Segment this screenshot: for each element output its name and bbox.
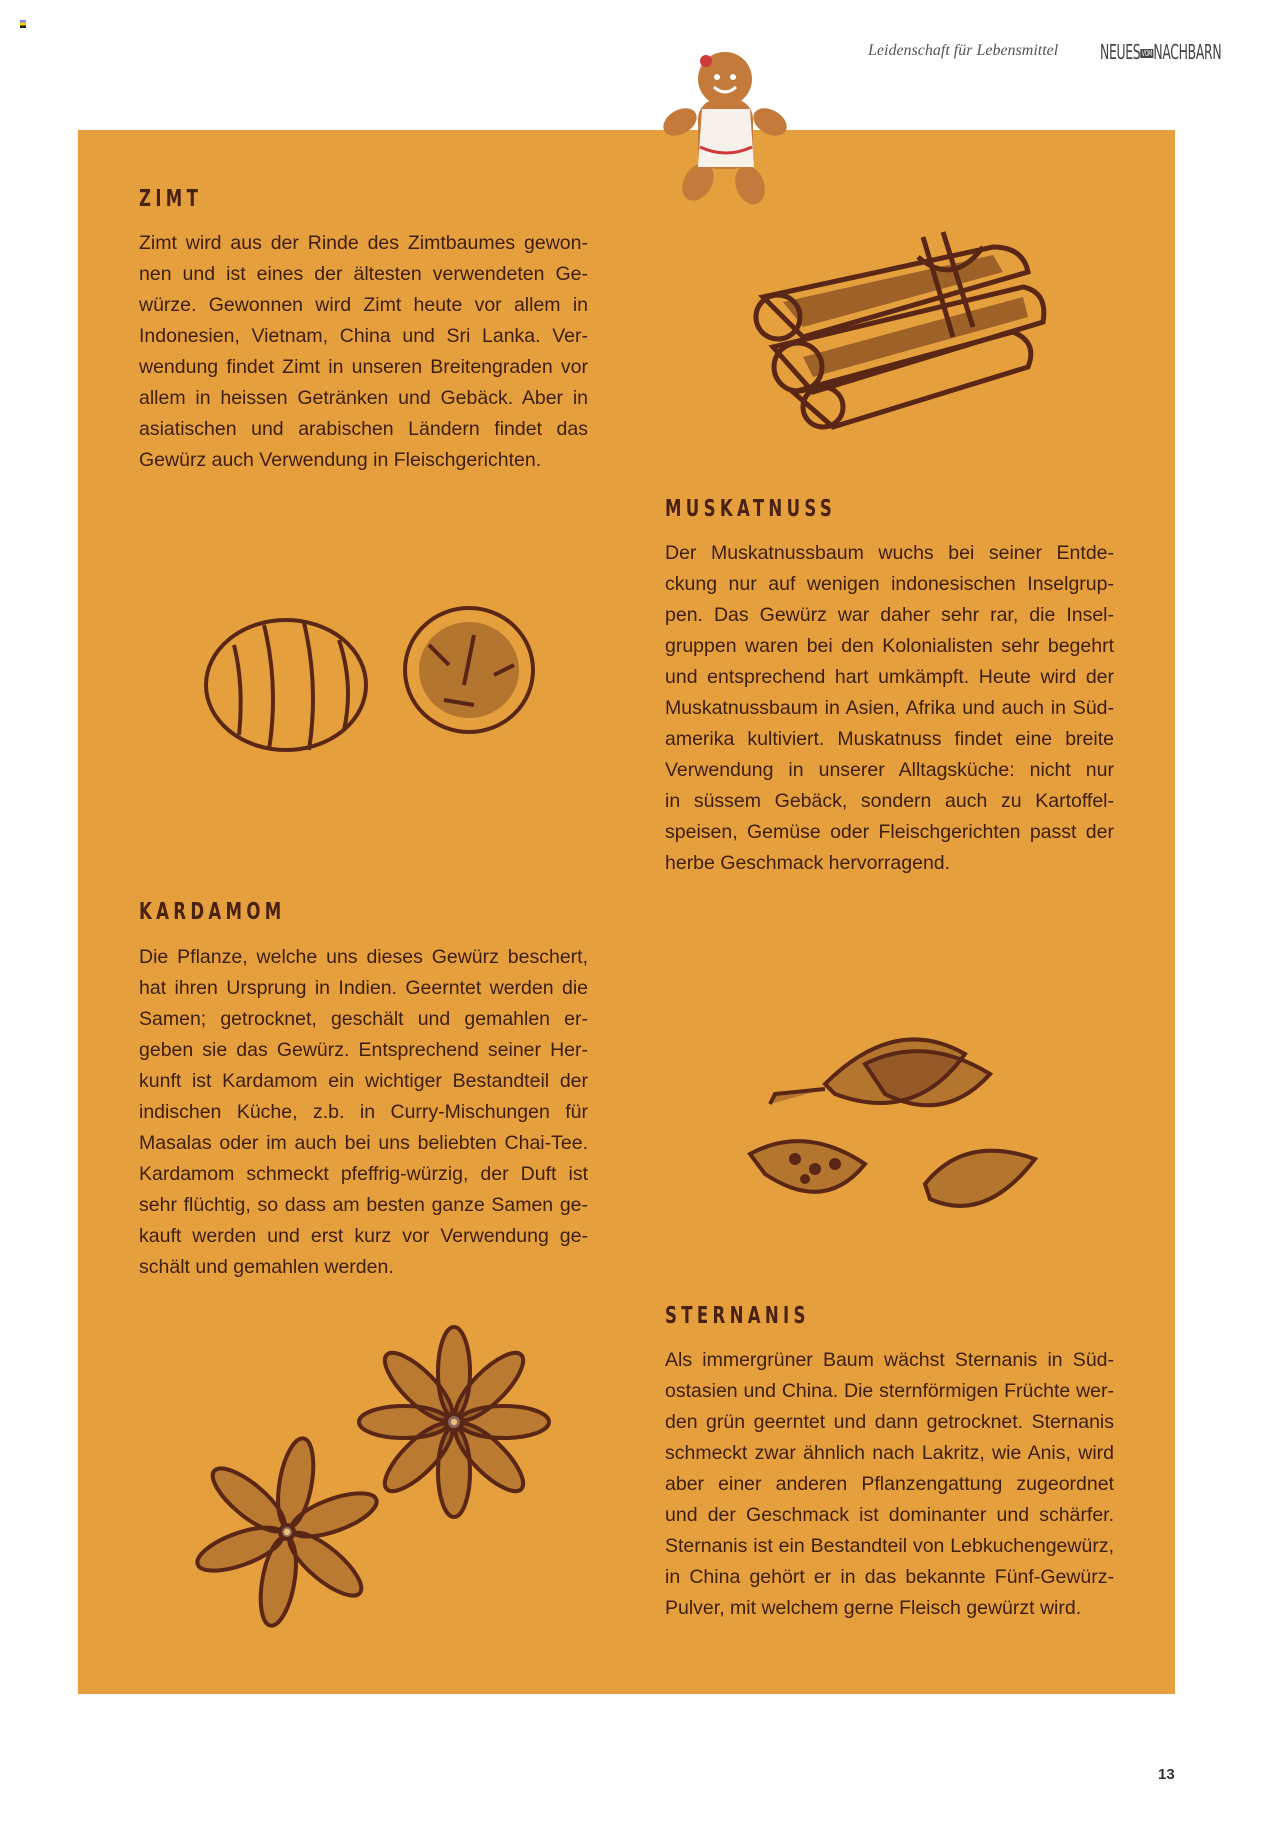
header-tagline: Leidenschaft für Lebensmittel (868, 42, 1059, 59)
text-line: ckung nur auf wenigen indonesischen Inselgrup- (665, 573, 1114, 595)
brand-logo: NEUESVOMNACHBARN (1100, 40, 1222, 64)
text-line: pen. Das Gewürz war daher sehr rar, die Insel- (665, 604, 1114, 626)
page-number: 13 (1158, 1766, 1175, 1783)
text-line: Gewürz auch Verwendung in Fleischgerichten. (139, 449, 542, 471)
text-line: Sternanis ist ein Bestandteil von Lebkuchengewürz, (665, 1535, 1114, 1557)
text-line: und der Geschmack ist dominanter und schärfer. (665, 1504, 1114, 1526)
text-line: Der Muskatnussbaum wuchs bei seiner Entde- (665, 542, 1114, 564)
text-line: Zimt wird aus der Rinde des Zimtbaumes gewon- (139, 232, 588, 254)
text-line: ostasien und China. Die sternförmigen Früchte wer- (665, 1380, 1114, 1402)
star-anise-illustration (192, 1327, 548, 1630)
text-line: asiatischen und arabischen Ländern findet das (139, 418, 588, 440)
section-text-kardamom (139, 942, 588, 1283)
text-line: schmeckt zwar ähnlich nach Lakritz, wie Anis, wird (665, 1442, 1114, 1464)
corner-marker-icon (20, 20, 26, 28)
section-text-zimt (139, 228, 588, 476)
text-line: in süssem Gebäck, sondern auch zu Kartoffel- (665, 790, 1114, 812)
text-line: indischen Küche, z.b. in Curry-Mischungen für (139, 1101, 588, 1123)
text-line: Kardamom schmeckt pfeffrig-würzig, der Duft ist (139, 1163, 588, 1185)
text-line: nen und ist eines der ältesten verwendeten Ge- (139, 263, 588, 285)
text-line: Masalas oder im auch bei uns beliebten Chai-Tee. (139, 1132, 588, 1154)
text-line: Samen; getrocknet, geschält und gemahlen er- (139, 1008, 588, 1030)
text-line: Verwendung in unserer Alltagsküche: nicht nur (665, 759, 1114, 781)
text-line: amerika kultiviert. Muskatnuss findet eine breite (665, 728, 1114, 750)
text-line: in China gehört er in das bekannte Fünf-Gewürz- (665, 1566, 1114, 1588)
text-line: Als immergrüner Baum wächst Sternanis in Süd- (665, 1349, 1114, 1371)
text-line: allem in heissen Getränken und Gebäck. Aber in (139, 387, 588, 409)
text-line: geben sie das Gewürz. Entsprechend seiner Her- (139, 1039, 588, 1061)
section-text-muskatnuss (665, 538, 1114, 879)
gingerbread-girl-icon (658, 47, 792, 205)
text-line: wendung findet Zimt in unseren Breitengraden vor (139, 356, 588, 378)
text-line: herbe Geschmack hervorragend. (665, 852, 951, 874)
cinnamon-sticks-illustration (743, 227, 1063, 437)
text-line: sehr flüchtig, so dass am besten ganze Samen ge- (139, 1194, 588, 1216)
text-line: würze. Gewonnen wird Zimt heute vor allem in (139, 294, 588, 316)
text-line: gruppen waren bei den Kolonialisten sehr begehrt (665, 635, 1114, 657)
section-title-muskatnuss: MUSKATNUSS (665, 496, 837, 522)
text-line: speisen, Gemüse oder Fleischgerichten passt der (665, 821, 1114, 843)
section-title-zimt: ZIMT (139, 186, 203, 212)
section-title-sternanis: STERNANIS (665, 1303, 810, 1329)
text-line: schält und gemahlen werden. (139, 1256, 394, 1278)
text-line: und entsprechend hart umkämpft. Heute wird der (665, 666, 1114, 688)
text-line: den grün geerntet und dann getrocknet. Sternanis (665, 1411, 1114, 1433)
text-line: Pulver, mit welchem gerne Fleisch gewürzt wird. (665, 1597, 1082, 1619)
section-text-sternanis (665, 1345, 1114, 1624)
text-line: Indonesien, Vietnam, China und Sri Lanka. Ver- (139, 325, 588, 347)
cardamom-pods-illustration (745, 1024, 1042, 1220)
text-line: Muskatnussbaum in Asien, Afrika und auch in Süd- (665, 697, 1114, 719)
text-line: Die Pflanze, welche uns dieses Gewürz beschert, (139, 946, 588, 968)
text-line: kauft werden und erst kurz vor Verwendung ge- (139, 1225, 588, 1247)
section-title-kardamom: KARDAMOM (139, 899, 286, 925)
text-line: kunft ist Kardamom ein wichtiger Bestandteil der (139, 1070, 588, 1092)
text-line: aber einer anderen Pflanzengattung zugeordnet (665, 1473, 1114, 1495)
nutmeg-illustration (204, 605, 536, 753)
text-line: hat ihren Ursprung in Indien. Geerntet werden die (139, 977, 588, 999)
